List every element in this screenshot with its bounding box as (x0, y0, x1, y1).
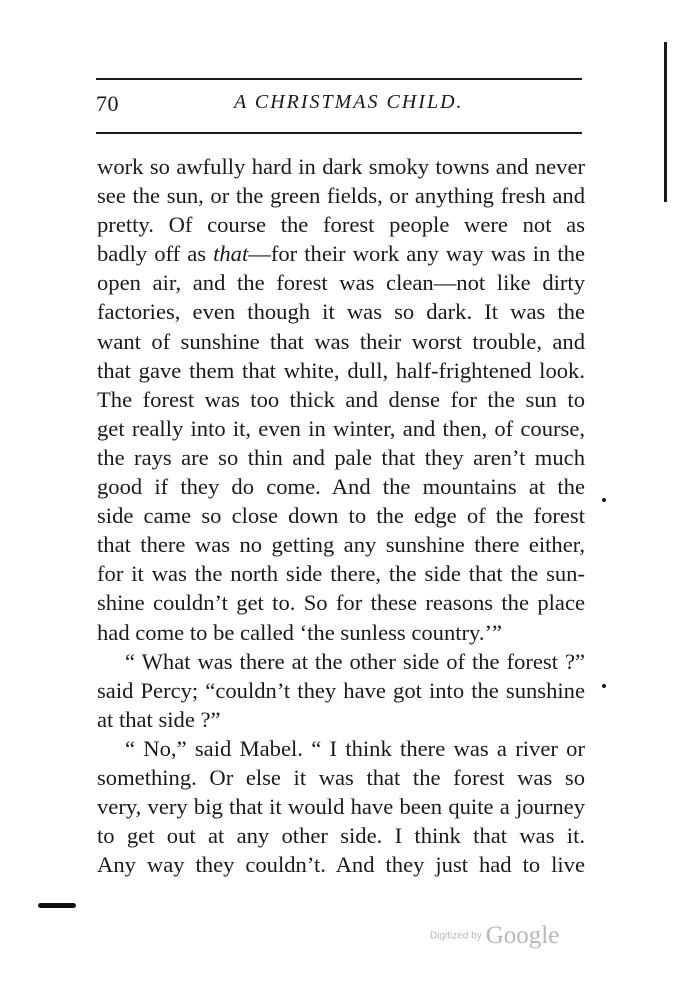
text-line: “ No,” said Mabel. “ I think there was a river or (125, 735, 585, 761)
text-line: “ What was there at the other side of the forest ?” (125, 648, 585, 674)
text-line: something. Or else it was that the forest was so (97, 764, 585, 790)
text-line: that gave them that white, dull, half-frightened look. (97, 357, 585, 383)
text-line: good if they do come. And the mountains at the (97, 474, 585, 500)
text-line: side came so close down to the edge of the forest (97, 503, 585, 529)
watermark-prefix: Digitized by (430, 930, 482, 942)
text-line: very, very big that it would have been quite a journey (97, 794, 585, 820)
text-line: at that side ?” (97, 706, 221, 732)
text-line: to get out at any other side. I think that was it. (97, 823, 585, 849)
running-head: A CHRISTMAS CHILD. (234, 91, 464, 113)
text-line: for it was the north side there, the side that the sun- (97, 561, 585, 587)
google-logo: Google (485, 922, 560, 949)
margin-tab-mark (38, 903, 76, 908)
text-line: factories, even though it was so dark. It was the (97, 299, 585, 325)
page-edge-mark (664, 42, 667, 202)
text-line: that there was no getting any sunshine there either, (97, 532, 585, 558)
text-line: get really into it, even in winter, and then, of course, (97, 415, 585, 441)
text-line: want of sunshine that was their worst trouble, and (97, 328, 585, 354)
body-text (97, 152, 585, 879)
text-line: see the sun, or the green fields, or anything fresh and (97, 183, 585, 209)
text-line: Any way they couldn’t. And they just had to live (97, 852, 585, 878)
emphasis: that (213, 241, 249, 267)
margin-speck (602, 498, 606, 502)
digitized-watermark (430, 922, 559, 950)
text-line: work so awfully hard in dark smoky towns and never (97, 154, 585, 179)
page-header (96, 91, 582, 121)
text-line: said Percy; “couldn’t they have got into the sunshine (97, 677, 585, 703)
header-top-rule (96, 78, 582, 80)
page-number: 70 (96, 91, 119, 116)
margin-speck (602, 684, 606, 688)
text-line: shine couldn’t get to. So for these reasons the place (97, 590, 585, 616)
text-line: the rays are so thin and pale that they aren’t much (97, 444, 585, 470)
text-line: pretty. Of course the forest people were not as (97, 212, 585, 238)
header-bottom-rule (96, 132, 582, 134)
text-line: The forest was too thick and dense for the sun to (97, 386, 585, 412)
text-line: open air, and the forest was clean—not like dirty (97, 270, 585, 296)
text-line: had come to be called ‘the sunless country.’” (97, 619, 503, 645)
text-line: badly off as that—for their work any way was in the (97, 241, 585, 267)
